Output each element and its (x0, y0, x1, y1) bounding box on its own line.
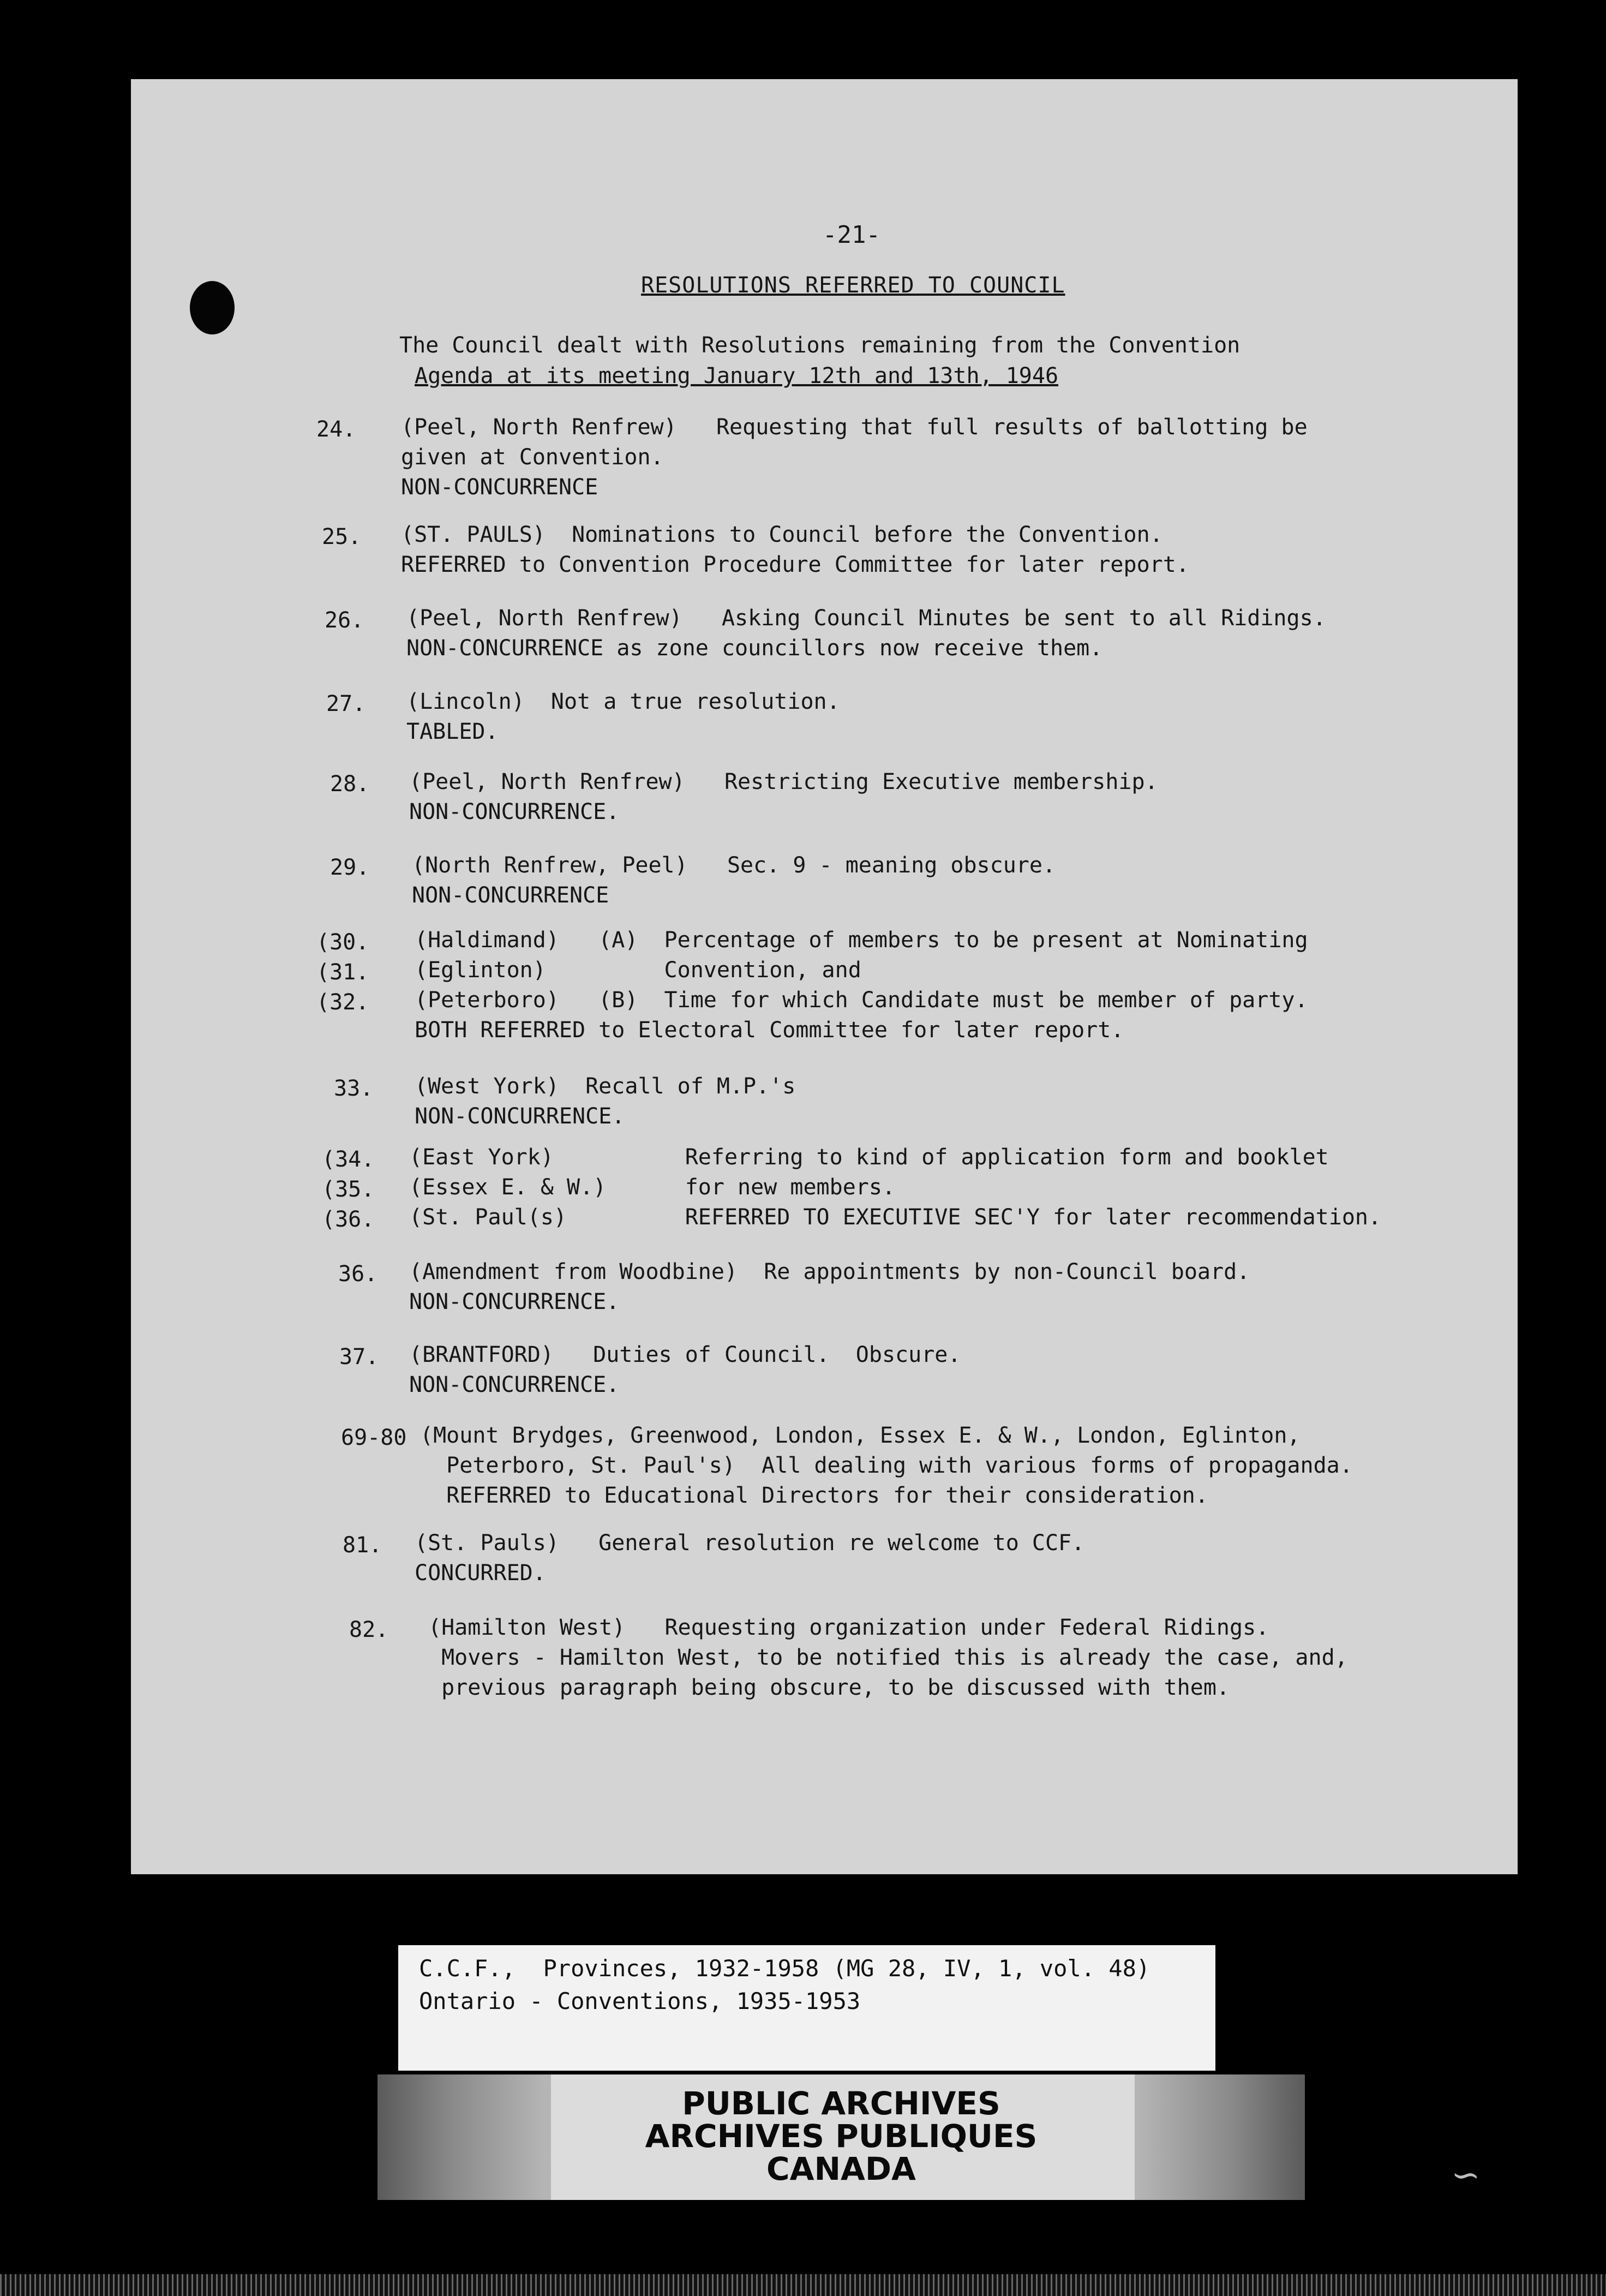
resolution-text-line: (West York) Recall of M.P.'s (415, 1074, 796, 1099)
resolution-text-line: (BRANTFORD) Duties of Council. Obscure. (409, 1342, 961, 1367)
resolution-text-line: (Amendment from Woodbine) Re appointments by non-Council board. (409, 1259, 1250, 1284)
resolution-text-line: (Peel, North Renfrew) Restricting Executive membership. (409, 769, 1158, 794)
resolution-text-line: (St. Pauls) General resolution re welcome to CCF. (415, 1530, 1085, 1556)
resolution-number: (34. (35. (36. (322, 1147, 375, 1232)
resolution-text-line: (Haldimand) (A) Percentage of members to be present at Nominating (415, 928, 1308, 953)
resolution-text-line: CONCURRED. (415, 1560, 546, 1586)
resolution-text-line: REFERRED to Convention Procedure Committee for later report. (401, 552, 1189, 577)
archive-label-line-1: C.C.F., Provinces, 1932-1958 (MG 28, IV, 1, vol. 48) (419, 1955, 1150, 1982)
resolution-text-line: NON-CONCURRENCE as zone councillors now receive them. (406, 636, 1103, 661)
resolution-text-line: NON-CONCURRENCE. (409, 1289, 620, 1314)
film-edge-strip (0, 2274, 1606, 2296)
resolution-text-line: NON-CONCURRENCE. (415, 1104, 625, 1129)
resolution-text-line: (ST. PAULS) Nominations to Council before the Convention. (401, 522, 1163, 547)
resolution-text-line: (St. Paul(s) REFERRED TO EXECUTIVE SEC'Y for later recommendation. (409, 1205, 1382, 1230)
resolution-text-line: (Peterboro) (B) Time for which Candidate must be member of party. (415, 988, 1308, 1013)
resolution-text-line: (Essex E. & W.) for new members. (409, 1175, 896, 1200)
resolution-text-line: NON-CONCURRENCE. (409, 799, 620, 824)
resolution-number: 33. (334, 1076, 374, 1101)
resolution-text-line: NON-CONCURRENCE (412, 883, 609, 908)
resolution-number: 25. (322, 524, 362, 549)
archive-stamp-line-2: ARCHIVES PUBLIQUES (645, 2118, 1038, 2155)
resolution-number: 81. (343, 1533, 382, 1558)
intro-line-1: The Council dealt with Resolutions remaining from the Convention (399, 333, 1241, 358)
document-title: RESOLUTIONS REFERRED TO COUNCIL (641, 273, 1065, 298)
archive-label-line-2: Ontario - Conventions, 1935-1953 (419, 1988, 861, 2014)
resolution-text-line: BOTH REFERRED to Electoral Committee for later report. (415, 1018, 1124, 1043)
resolution-text-line: (East York) Referring to kind of application form and booklet (409, 1145, 1329, 1170)
resolution-text-line: (North Renfrew, Peel) Sec. 9 - meaning obscure. (412, 853, 1056, 878)
resolution-text-line: (Peel, North Renfrew) Asking Council Minutes be sent to all Ridings. (406, 606, 1326, 631)
resolution-text-line: TABLED. (406, 719, 499, 744)
archive-stamp (377, 2074, 1305, 2200)
archive-stamp-line-3: CANADA (766, 2150, 916, 2187)
resolution-text-line: (Hamilton West) Requesting organization under Federal Ridings. (428, 1615, 1269, 1640)
resolution-text-line: (Lincoln) Not a true resolution. (406, 689, 840, 714)
resolution-text-line: previous paragraph being obscure, to be discussed with them. (428, 1675, 1230, 1700)
resolution-text-line: NON-CONCURRENCE (401, 475, 598, 500)
resolution-number: 29. (330, 855, 370, 880)
resolution-number: (30. (31. (32. (316, 930, 369, 1015)
resolution-text-line: (Peel, North Renfrew) Requesting that full results of ballotting be (401, 415, 1308, 440)
resolution-number: 27. (326, 691, 366, 716)
resolution-number: 36. (338, 1261, 378, 1287)
resolution-number: 82. (349, 1617, 389, 1642)
resolution-number: 28. (330, 772, 370, 797)
intro-line-2: Agenda at its meeting January 12th and 13th, 1946 (415, 363, 1059, 388)
punch-hole (190, 281, 235, 334)
page-number: -21- (823, 221, 880, 249)
archive-reference-label (398, 1945, 1215, 2071)
resolution-text-line: Peterboro, St. Paul's) All dealing with various forms of propaganda. (420, 1453, 1353, 1478)
resolution-text-line: given at Convention. (401, 445, 664, 470)
resolution-number: 26. (325, 608, 364, 633)
resolution-number: 69-80 (341, 1425, 407, 1450)
archive-stamp-line-1: PUBLIC ARCHIVES (682, 2085, 1000, 2122)
handwritten-mark: ∽ (1451, 2155, 1481, 2196)
resolution-text-line: (Mount Brydges, Greenwood, London, Essex E. & W., London, Eglinton, (420, 1423, 1301, 1448)
resolution-text-line: NON-CONCURRENCE. (409, 1372, 620, 1397)
resolution-number: 37. (339, 1344, 379, 1370)
resolution-text-line: Movers - Hamilton West, to be notified this is already the case, and, (428, 1645, 1348, 1670)
resolution-text-line: (Eglinton) Convention, and (415, 958, 861, 983)
resolution-text-line: REFERRED to Educational Directors for their consideration. (420, 1483, 1208, 1508)
resolution-number: 24. (316, 417, 356, 442)
